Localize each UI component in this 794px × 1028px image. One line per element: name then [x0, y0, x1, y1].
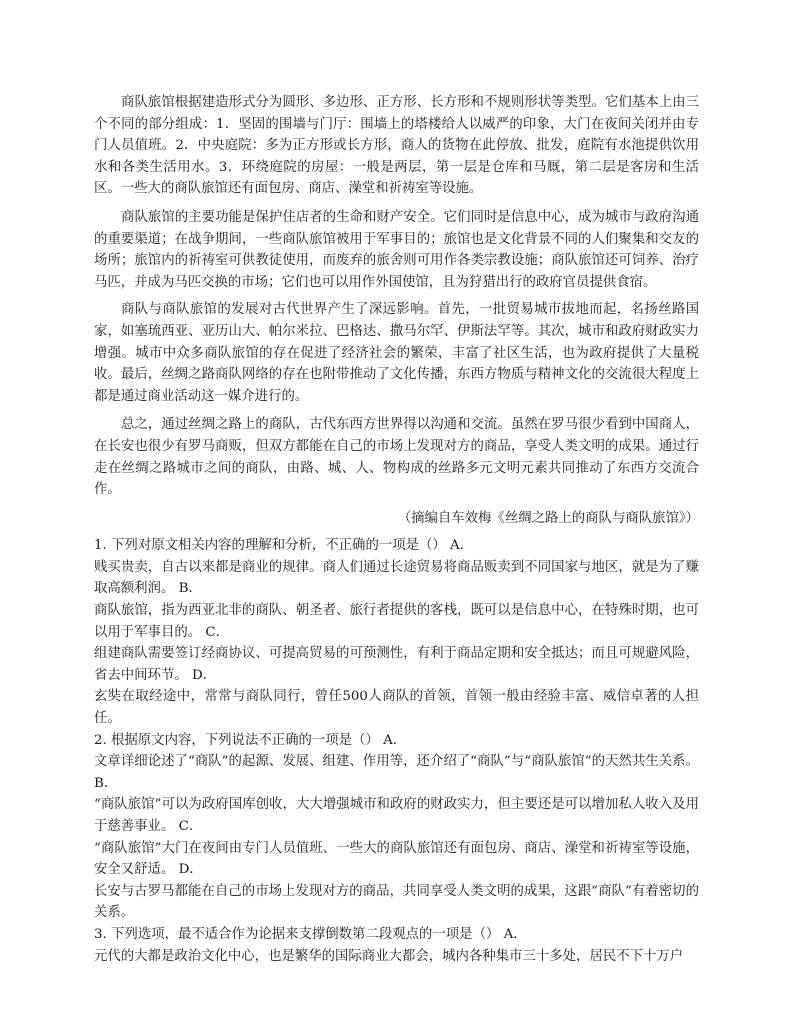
- paragraph-2: 商队旅馆的主要功能是保护住店者的生命和财产安全。它们同时是信息中心，成为城市与政府沟通的重要渠道；在战争期间，一些商队旅馆被用于军事目的；旅馆也是文化背景不同的人们聚集和交友的场所；旅馆内的祈祷室可供教徒使用，而废弃的旅舍则可用作各类宗教设施；商队旅馆还可饲养、治疗马匹，并成为马匹交换的市场；它们也可以用作外国使馆，且为狩猎出行的政府官员提供食宿。: [94, 209, 699, 290]
- document-page: [94, 92, 699, 967]
- paragraph-1: 商队旅馆根据建造形式分为圆形、多边形、正方形、长方形和不规则形状等类型。它们基本上由三个不同的部分组成：1．坚固的围墙与门厅：围墙上的塔楼给人以威严的印象，大门在夜间关闭并由专门人员值班。2．中央庭院：多为正方形或长方形，商人的货物在此停放、批发，庭院有水池提供饮用水和各类生活用水。3．环绕庭院的房屋：一般是两层，第一层是仓库和马厩，第二层是客房和生活区。一些大的商队旅馆还有面包房、商店、澡堂和祈祷室等设施。: [94, 95, 699, 197]
- question-1-option: 商队旅馆，指为西亚北非的商队、朝圣者、旅行者提供的客栈，既可以是信息中心，在特殊时期，也可以用于军事目的。 C．: [94, 603, 699, 640]
- question-1-stem: 1. 下列对原文相关内容的理解和分析，不正确的一项是（） A．: [94, 538, 474, 554]
- source-citation: （摘编自车效梅《丝绸之路上的商队与商队旅馆》）: [397, 510, 699, 526]
- question-3-stem: 3. 下列选项，最不适合作为论据来支撑倒数第二段观点的一项是（） A．: [94, 926, 527, 942]
- question-2-stem: 2. 根据原文内容，下列说法不正确的一项是（） A．: [94, 732, 407, 748]
- question-2-option: “商队旅馆”大门在夜间由专门人员值班、一些大的商队旅馆还有面包房、商店、澡堂和祈祷室等设施，安全又舒适。 D．: [94, 840, 699, 878]
- question-1-option: 玄奘在取经途中，常常与商队同行，曾任500人商队的首领，首领一般由经验丰富、威信卓著的人担任。: [94, 689, 699, 727]
- question-1-option: 贱买贵卖，自古以来都是商业的规律。商人们通过长途贸易将商品贩卖到不同国家与地区，就是为了赚取高额利润。 B．: [94, 559, 699, 597]
- question-1-option: 组建商队需要签订经商协议、可提高贸易的可预测性，有利于商品定期和安全抵达；而且可规避风险，省去中间环节。 D．: [94, 646, 699, 683]
- paragraph-4: 总之，通过丝绸之路上的商队，古代东西方世界得以沟通和交流。虽然在罗马很少看到中国商人，在长安也很少有罗马商贩，但双方都能在自己的市场上发现对方的商品，享受人类文明的成果。通过行走在丝绸之路城市之间的商队，由路、城、人、物构成的丝路多元文明元素共同推动了东西方交流合作。: [94, 417, 699, 498]
- paragraph-3: 商队与商队旅馆的发展对古代世界产生了深远影响。首先，一批贸易城市拔地而起，名扬丝路国家，如塞琉西亚、亚历山大、帕尔米拉、巴格达、撒马尔罕、伊斯法罕等。其次，城市和政府财政实力增强。城市中众多商队旅馆的存在促进了经济社会的繁荣，丰富了社区生活，也为政府提供了大量税收。最后，丝绸之路商队网络的存在也附带推动了文化传播，东西方物质与精神文化的交流很大程度上都是通过商业活动这一媒介进行的。: [94, 302, 699, 404]
- question-3-option: 元代的大都是政治文化中心，也是繁华的国际商业大都会，城内各种集市三十多处，居民不下十万户: [94, 948, 684, 964]
- question-2-option: 文章详细论述了“商队”的起源、发展、组建、作用等，还介绍了“商队”与“商队旅馆”的天然共生关系。 B．: [94, 754, 699, 791]
- question-2-option: 长安与古罗马都能在自己的市场上发现对方的商品，共同享受人类文明的成果，这跟“商队”有着密切的关系。: [94, 883, 699, 921]
- question-2-option: “商队旅馆”可以为政府国库创收，大大增强城市和政府的财政实力，但主要还是可以增加私人收入及用于慈善事业。 C．: [94, 797, 699, 834]
